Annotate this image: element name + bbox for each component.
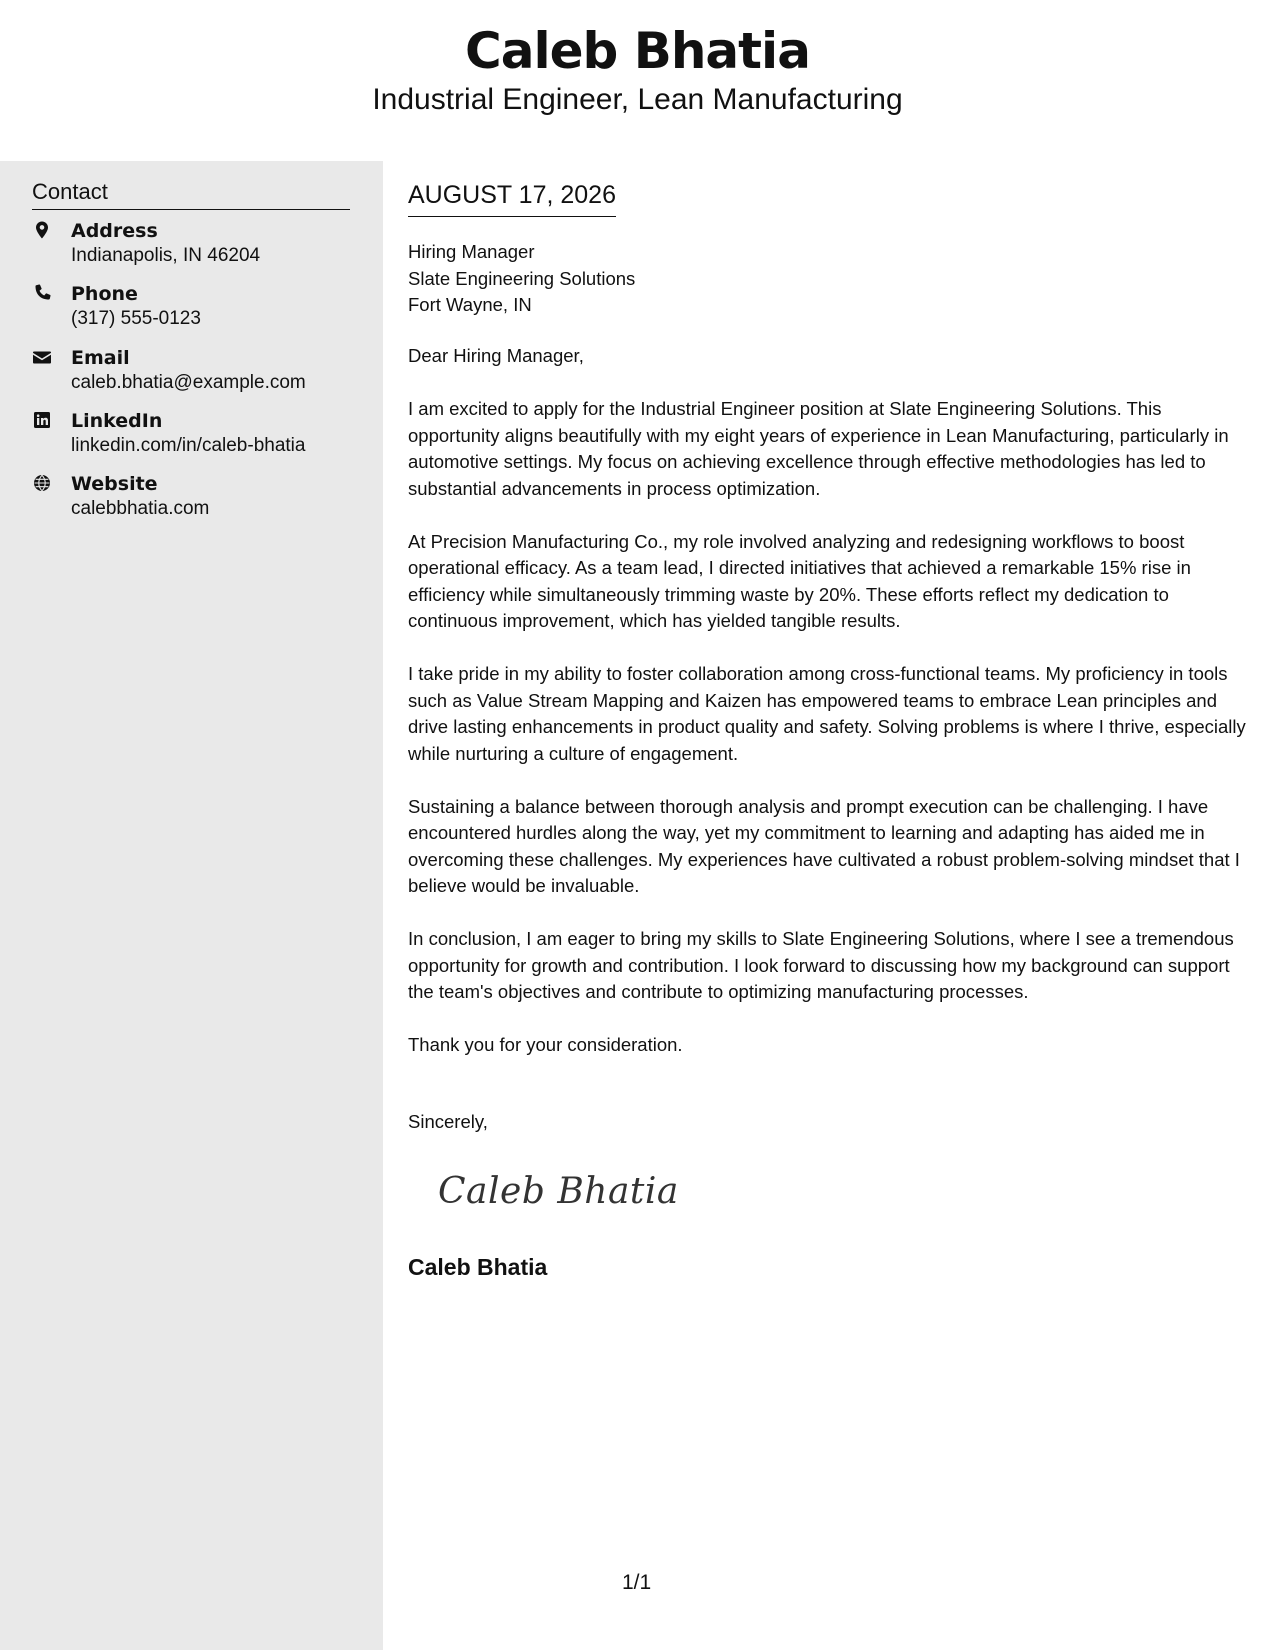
contact-item-linkedin [32, 410, 362, 473]
contact-label: LinkedIn [71, 409, 163, 432]
letter-content [408, 343, 1253, 1085]
website-value: calebbhatia.com [71, 498, 210, 520]
closing: Sincerely, [408, 1111, 488, 1132]
contact-label: Phone [71, 283, 138, 306]
paragraph: Sustaining a balance between thorough analysis and prompt execution can be challenging. I have encountered hurdles along the way, yet my commitment to learning and adapting has aided me in overcoming these challenges. My experiences have cultivated a robust problem-solving mindset that I believe would be invaluable. [408, 795, 1240, 896]
phone-value: (317) 555-0123 [71, 308, 201, 330]
contact-label: Website [71, 473, 158, 496]
contact-list [32, 220, 362, 536]
contact-item-email [32, 347, 362, 410]
contact-item-address [32, 220, 362, 283]
paragraph: Thank you for your consideration. [408, 1034, 683, 1055]
linkedin-icon [32, 410, 54, 432]
page-number: 1/1 [622, 1571, 652, 1594]
signed-name: Caleb Bhatia [408, 1254, 548, 1280]
paragraph: At Precision Manufacturing Co., my role involved analyzing and redesigning workflows to boost operational efficacy. As a team lead, I directed initiatives that achieved a remarkable 15% rise in efficiency while simultaneously trimming waste by 20%. These efforts reflect my dedication to continuous improvement, which has yielded tangible results. [408, 530, 1191, 631]
contact-item-phone [32, 283, 362, 346]
letter-date: AUGUST 17, 2026 [408, 181, 616, 217]
contact-heading: Contact [32, 179, 350, 210]
recipient-block [408, 239, 635, 319]
applicant-name: Caleb Bhatia [465, 22, 810, 80]
map-pin-icon [32, 220, 54, 242]
paragraph: I take pride in my ability to foster collaboration among cross-functional teams. My proficiency in tools such as Value Stream Mapping and Kaizen has empowered teams to embrace Lean principles and drive lasting enhancements in product quality and safety. Solving problems is where I thrive, especially while nurturing a culture of engagement. [408, 663, 1246, 764]
paragraph: In conclusion, I am eager to bring my skills to Slate Engineering Solutions, where I see a tremendous opportunity for growth and contribution. I look forward to discussing how my background can support the team's objectives and contribute to optimizing manufacturing processes. [408, 928, 1234, 1002]
linkedin-value: linkedin.com/in/caleb-bhatia [71, 434, 306, 456]
envelope-icon [32, 347, 54, 369]
phone-icon [32, 283, 54, 305]
contact-label: Address [71, 220, 158, 242]
contact-sidebar [0, 161, 383, 1650]
greeting: Dear Hiring Manager, [408, 345, 584, 366]
address-value: Indianapolis, IN 46204 [71, 245, 261, 266]
recipient-line: Slate Engineering Solutions [408, 267, 636, 289]
applicant-title: Industrial Engineer, Lean Manufacturing [372, 83, 903, 116]
globe-icon [32, 473, 54, 495]
contact-label: Email [71, 346, 130, 369]
handwritten-signature: Caleb Bhatia [438, 1171, 679, 1212]
contact-item-website [32, 473, 362, 536]
paragraph: I am excited to apply for the Industrial Engineer position at Slate Engineering Solutions. This opportunity aligns beautifully with my eight years of experience in Lean Manufacturing, particularly in automotive settings. My focus on achieving excellence through effective methodologies has led to substantial advancements in process optimization. [408, 398, 1229, 499]
letter-header [0, 0, 1275, 160]
recipient-line: Fort Wayne, IN [408, 294, 532, 315]
email-value: caleb.bhatia@example.com [71, 371, 306, 393]
recipient-line: Hiring Manager [408, 241, 535, 262]
